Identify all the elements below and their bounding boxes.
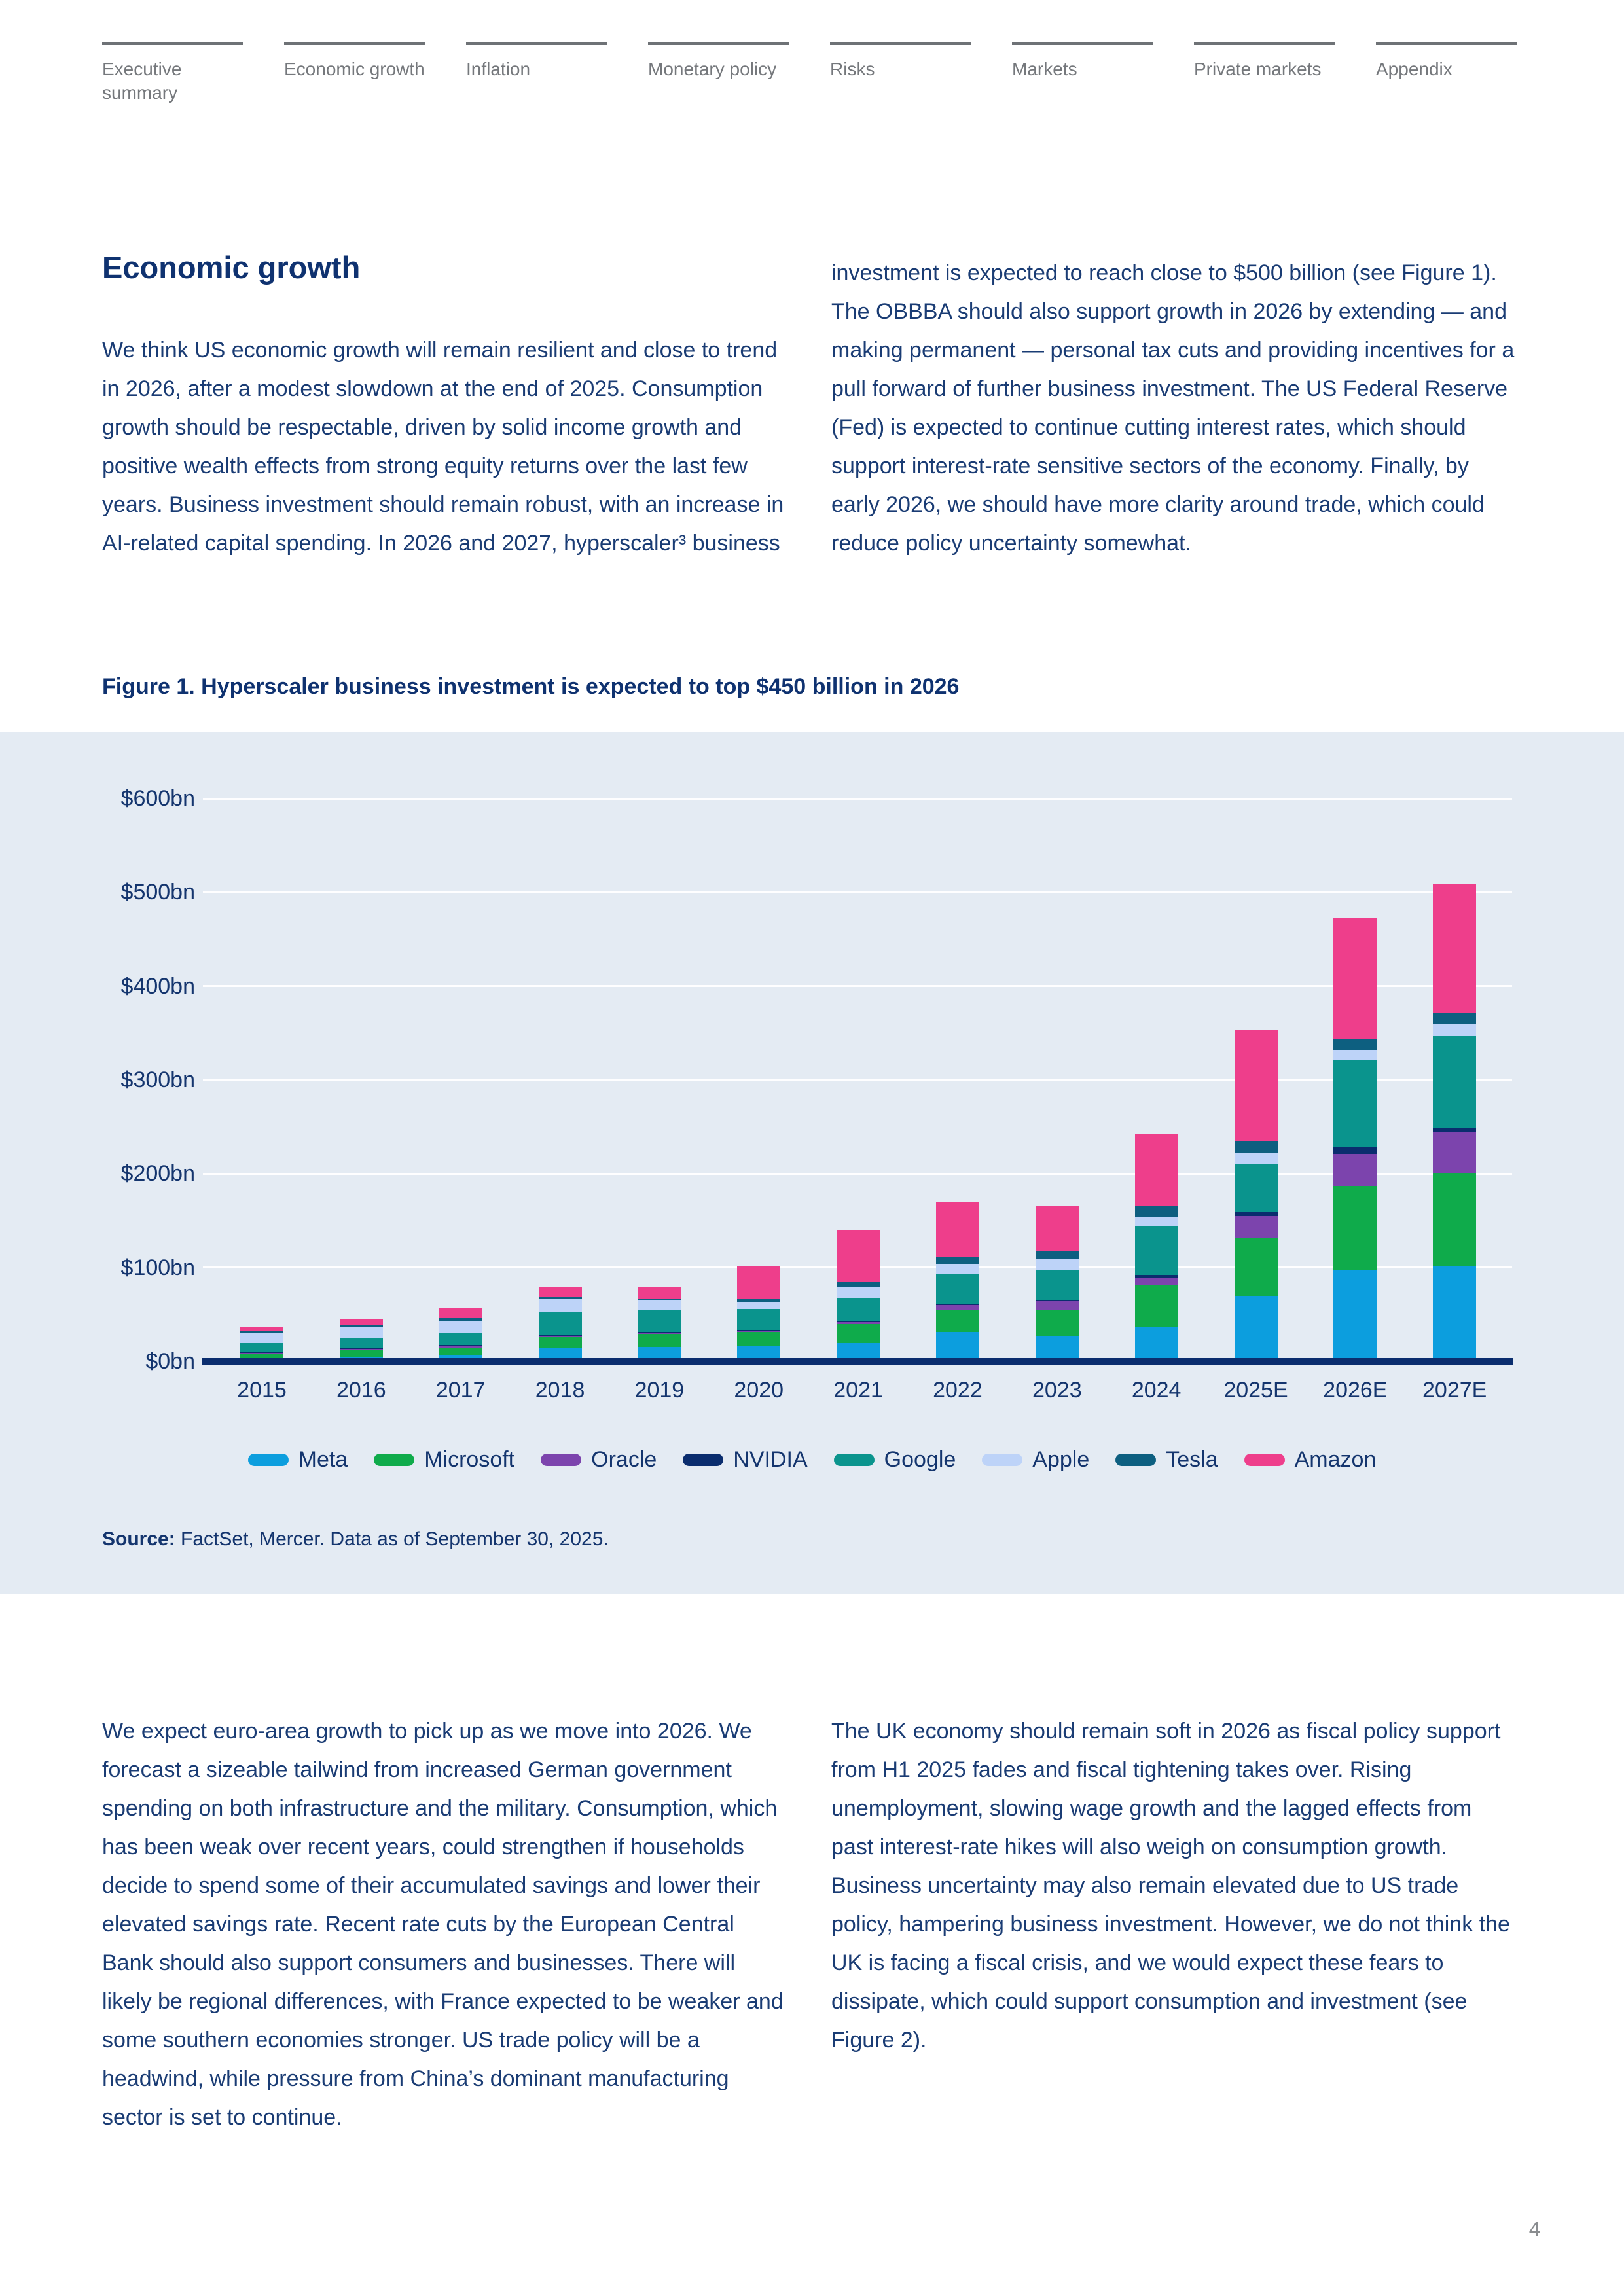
- bar-segment-nvidia: [1036, 1300, 1079, 1302]
- bar-segment-apple: [1333, 1050, 1377, 1060]
- y-axis-tick-label: $0bn: [145, 1349, 195, 1374]
- nav-tab-indicator: [648, 42, 789, 45]
- nav-tab-inflation[interactable]: [466, 42, 607, 105]
- x-axis-tick-label: 2027E: [1422, 1378, 1487, 1403]
- nav-tab-indicator: [830, 42, 971, 45]
- bar-segment-nvidia: [737, 1330, 780, 1331]
- bar-segment-oracle: [1036, 1301, 1079, 1309]
- chart-gridline: [203, 1079, 1512, 1081]
- y-axis-tick-label: $600bn: [120, 786, 195, 811]
- chart-panel: [0, 732, 1624, 1594]
- x-axis-tick-label: 2019: [634, 1378, 685, 1403]
- nav-tab-label: Appendix: [1376, 59, 1453, 79]
- bar-segment-amazon: [1235, 1030, 1278, 1141]
- x-axis-tick-label: 2024: [1131, 1378, 1182, 1403]
- bar-segment-amazon: [1135, 1134, 1178, 1207]
- bar-segment-oracle: [737, 1331, 780, 1332]
- bar-segment-apple: [539, 1299, 582, 1312]
- bar-segment-tesla: [1235, 1141, 1278, 1153]
- x-axis-tick-label: 2021: [833, 1378, 883, 1403]
- bar-segment-tesla: [1036, 1251, 1079, 1260]
- bar-segment-meta: [1235, 1296, 1278, 1361]
- bar-segment-amazon: [539, 1287, 582, 1297]
- bar-segment-oracle: [539, 1336, 582, 1337]
- legend-label: Amazon: [1294, 1447, 1377, 1472]
- bar-segment-oracle: [936, 1305, 979, 1309]
- bar-segment-tesla: [1333, 1039, 1377, 1050]
- bar-segment-oracle: [340, 1348, 383, 1350]
- chart-gridline: [203, 985, 1512, 987]
- nav-tab-indicator: [284, 42, 425, 45]
- bar-segment-apple: [837, 1287, 880, 1298]
- bar-segment-oracle: [1135, 1278, 1178, 1285]
- bar-segment-nvidia: [1433, 1128, 1476, 1132]
- bar-segment-google: [1333, 1060, 1377, 1147]
- nav-tab-indicator: [102, 42, 243, 45]
- bar-segment-microsoft: [837, 1324, 880, 1344]
- bar-segment-amazon: [1333, 918, 1377, 1039]
- source-note: [102, 1528, 609, 1551]
- bar-segment-google: [837, 1298, 880, 1321]
- chart-gridline: [203, 1173, 1512, 1175]
- nav-tab-markets[interactable]: [1012, 42, 1153, 105]
- bar-segment-meta: [1433, 1266, 1476, 1361]
- bar-segment-tesla: [638, 1299, 681, 1300]
- x-axis-tick-label: 2020: [734, 1378, 784, 1403]
- nav-tab-label: Inflation: [466, 59, 531, 79]
- bar-segment-amazon: [737, 1266, 780, 1299]
- bar-segment-tesla: [539, 1297, 582, 1299]
- bar-segment-amazon: [936, 1202, 979, 1257]
- nav-tab-indicator: [1012, 42, 1153, 45]
- bar-segment-oracle: [1235, 1216, 1278, 1238]
- y-axis-tick-label: $500bn: [120, 880, 195, 905]
- bar-segment-amazon: [340, 1319, 383, 1325]
- legend-label: Meta: [298, 1447, 348, 1472]
- bar-segment-google: [638, 1310, 681, 1333]
- nav-tab-private-markets[interactable]: [1194, 42, 1335, 105]
- nav-tab-executive-summary[interactable]: [102, 42, 243, 105]
- legend-label: Google: [884, 1447, 956, 1472]
- body-paragraph-right: investment is expected to reach close to $500 billion (see Figure 1). The OBBBA should also support growth in 2026 by extending — and making permanent — personal tax cuts and providing incentives for a pull forward of further business investment. The US Federal Reserve (Fed) is expected to continue cutting interest rates, which should support interest-rate sensitive sectors of the economy. Finally, by early 2026, we should have more clarity around trade, which could reduce policy uncertainty somewhat.: [831, 260, 1515, 556]
- nav-tab-indicator: [1376, 42, 1517, 45]
- bar-segment-tesla: [1135, 1206, 1178, 1217]
- top-navigation: [102, 42, 1517, 105]
- legend-swatch: [541, 1454, 581, 1466]
- bar-segment-oracle: [638, 1333, 681, 1334]
- bar-segment-nvidia: [638, 1332, 681, 1333]
- bar-segment-google: [1036, 1270, 1079, 1300]
- body-paragraph-right-2: The UK economy should remain soft in 2026 as fiscal policy support from H1 2025 fades and fiscal tightening takes over. Rising unemployment, slowing wage growth and the lagged effects from past interest-rate hikes will also weigh on consumption growth. Business uncertainty may also remain elevated due to US trade policy, hampering business investment. However, we do not think the UK is facing a fiscal crisis, and we would expect these fears to dissipate, which could support consumption and investment (see Figure 2).: [831, 1719, 1510, 2053]
- bar-segment-meta: [936, 1332, 979, 1361]
- legend-swatch: [683, 1454, 723, 1466]
- bar-segment-microsoft: [439, 1348, 482, 1355]
- y-axis-tick-label: $400bn: [120, 973, 195, 999]
- y-axis-tick-label: $200bn: [120, 1161, 195, 1187]
- bar-segment-apple: [936, 1264, 979, 1274]
- nav-tab-monetary-policy[interactable]: [648, 42, 789, 105]
- figure-title: Figure 1. Hyperscaler business investment is expected to top $450 billion in 2026: [102, 674, 960, 699]
- legend-swatch: [982, 1454, 1022, 1466]
- legend-item: [982, 1447, 1089, 1473]
- bar-segment-nvidia: [1333, 1147, 1377, 1154]
- x-axis-tick-label: 2023: [1032, 1378, 1082, 1403]
- legend-label: Oracle: [591, 1447, 657, 1472]
- bar-segment-tesla: [340, 1325, 383, 1327]
- legend-item: [683, 1447, 807, 1473]
- bar-segment-microsoft: [340, 1350, 383, 1357]
- bar-segment-microsoft: [1135, 1285, 1178, 1327]
- nav-tab-risks[interactable]: [830, 42, 971, 105]
- x-axis-tick-label: 2022: [933, 1378, 983, 1403]
- legend-item: [1115, 1447, 1218, 1473]
- nav-tab-indicator: [1194, 42, 1335, 45]
- nav-tab-economic-growth[interactable]: [284, 42, 425, 105]
- bar-segment-microsoft: [1036, 1310, 1079, 1336]
- y-axis-tick-label: $300bn: [120, 1067, 195, 1092]
- bar-segment-apple: [1135, 1217, 1178, 1226]
- nav-tab-label: Private markets: [1194, 59, 1322, 79]
- nav-tab-indicator: [466, 42, 607, 45]
- bar-segment-tesla: [1433, 1013, 1476, 1025]
- x-axis-tick-label: 2026E: [1323, 1378, 1388, 1403]
- bar-segment-nvidia: [837, 1321, 880, 1322]
- legend-label: Tesla: [1166, 1447, 1218, 1472]
- bar-segment-oracle: [1433, 1132, 1476, 1173]
- bar-segment-microsoft: [1235, 1238, 1278, 1296]
- bar-segment-microsoft: [638, 1334, 681, 1347]
- x-axis-tick-label: 2018: [535, 1378, 585, 1403]
- legend-label: Apple: [1032, 1447, 1090, 1472]
- bar-segment-google: [340, 1338, 383, 1348]
- bar-segment-meta: [1135, 1327, 1178, 1361]
- source-label: Source:: [102, 1528, 175, 1550]
- section-heading: Economic growth: [102, 250, 361, 285]
- bar-segment-google: [1433, 1036, 1476, 1128]
- x-axis-tick-label: 2017: [435, 1378, 486, 1403]
- bar-segment-google: [539, 1312, 582, 1335]
- nav-tab-label: Executive summary: [102, 59, 182, 103]
- bar-segment-apple: [340, 1327, 383, 1338]
- bar-segment-nvidia: [539, 1335, 582, 1336]
- nav-tab-appendix[interactable]: [1376, 42, 1517, 105]
- bar-segment-apple: [240, 1333, 283, 1343]
- bar-segment-microsoft: [1333, 1186, 1377, 1270]
- nav-tab-label: Economic growth: [284, 59, 425, 79]
- bar-segment-apple: [1433, 1024, 1476, 1035]
- legend-swatch: [834, 1454, 875, 1466]
- bar-segment-oracle: [837, 1322, 880, 1324]
- bar-segment-amazon: [1036, 1206, 1079, 1251]
- bar-segment-microsoft: [1433, 1173, 1476, 1266]
- bar-segment-microsoft: [936, 1310, 979, 1332]
- x-axis-tick-label: 2016: [336, 1378, 386, 1403]
- bar-segment-tesla: [240, 1331, 283, 1333]
- bar-segment-google: [439, 1333, 482, 1345]
- bar-segment-google: [1235, 1164, 1278, 1213]
- legend-swatch: [248, 1454, 289, 1466]
- bar-segment-tesla: [737, 1299, 780, 1302]
- bar-segment-oracle: [439, 1346, 482, 1348]
- bar-segment-google: [240, 1343, 283, 1352]
- bar-segment-amazon: [439, 1308, 482, 1318]
- x-axis-line: [202, 1358, 1513, 1365]
- page-number: 4: [1528, 2217, 1540, 2240]
- bar-segment-nvidia: [439, 1345, 482, 1346]
- bar-segment-google: [737, 1309, 780, 1330]
- bar-segment-apple: [737, 1302, 780, 1308]
- nav-tab-label: Risks: [830, 59, 875, 79]
- legend-item: [248, 1447, 348, 1473]
- chart-gridline: [203, 891, 1512, 893]
- bar-segment-apple: [439, 1321, 482, 1333]
- legend-item: [541, 1447, 657, 1473]
- bar-segment-oracle: [1333, 1154, 1377, 1186]
- legend-item: [1244, 1447, 1377, 1473]
- bar-segment-oracle: [240, 1352, 283, 1354]
- bar-segment-amazon: [837, 1230, 880, 1282]
- y-axis-tick-label: $100bn: [120, 1255, 195, 1280]
- bar-segment-amazon: [240, 1327, 283, 1331]
- bar-segment-apple: [1235, 1153, 1278, 1164]
- x-axis-tick-label: 2015: [237, 1378, 287, 1403]
- source-text: FactSet, Mercer. Data as of September 30, 2025.: [175, 1528, 609, 1550]
- legend-swatch: [1244, 1454, 1285, 1466]
- bar-segment-tesla: [837, 1282, 880, 1287]
- bar-segment-microsoft: [539, 1337, 582, 1348]
- nav-tab-label: Monetary policy: [648, 59, 777, 79]
- legend-label: NVIDIA: [733, 1447, 808, 1472]
- body-paragraph-left-2: We expect euro-area growth to pick up as we move into 2026. We forecast a sizeable tailwind from increased German government spending on both infrastructure and the military. Consumption, which has been weak over recent years, could strengthen if households decide to spend some of their accumulated savings and lower their elevated savings rate. Recent rate cuts by the European Central Bank should also support consumers and businesses. There will likely be regional differences, with France expected to be weaker and some southern economies stronger. US trade policy will be a headwind, while pressure from China’s dominant manufacturing sector is set to continue.: [102, 1719, 784, 2130]
- chart-gridline: [203, 798, 1512, 800]
- x-axis-tick-label: 2025E: [1223, 1378, 1288, 1403]
- bar-segment-meta: [1333, 1270, 1377, 1361]
- bar-segment-google: [1135, 1226, 1178, 1275]
- body-paragraph-left: We think US economic growth will remain resilient and close to trend in 2026, after a modest slowdown at the end of 2025. Consumption growth should be respectable, driven by solid income growth and positive wealth effects from strong equity returns over the last few years. Business investment should remain robust, with an increase in AI-related capital spending. In 2026 and 2027, hyperscaler³ business: [102, 338, 784, 556]
- chart-legend: [0, 1447, 1624, 1473]
- bar-segment-apple: [638, 1300, 681, 1310]
- bar-segment-google: [936, 1274, 979, 1304]
- legend-swatch: [1115, 1454, 1156, 1466]
- legend-label: Microsoft: [424, 1447, 515, 1472]
- legend-item: [834, 1447, 956, 1473]
- bar-segment-apple: [1036, 1259, 1079, 1270]
- legend-swatch: [374, 1454, 414, 1466]
- bar-segment-nvidia: [936, 1304, 979, 1306]
- nav-tab-label: Markets: [1012, 59, 1077, 79]
- legend-item: [374, 1447, 514, 1473]
- bar-segment-amazon: [638, 1287, 681, 1299]
- bar-segment-nvidia: [1135, 1275, 1178, 1278]
- bar-segment-microsoft: [737, 1332, 780, 1346]
- bar-segment-amazon: [1433, 884, 1476, 1012]
- bar-segment-tesla: [439, 1318, 482, 1321]
- bar-segment-tesla: [936, 1257, 979, 1264]
- bar-segment-nvidia: [1235, 1212, 1278, 1216]
